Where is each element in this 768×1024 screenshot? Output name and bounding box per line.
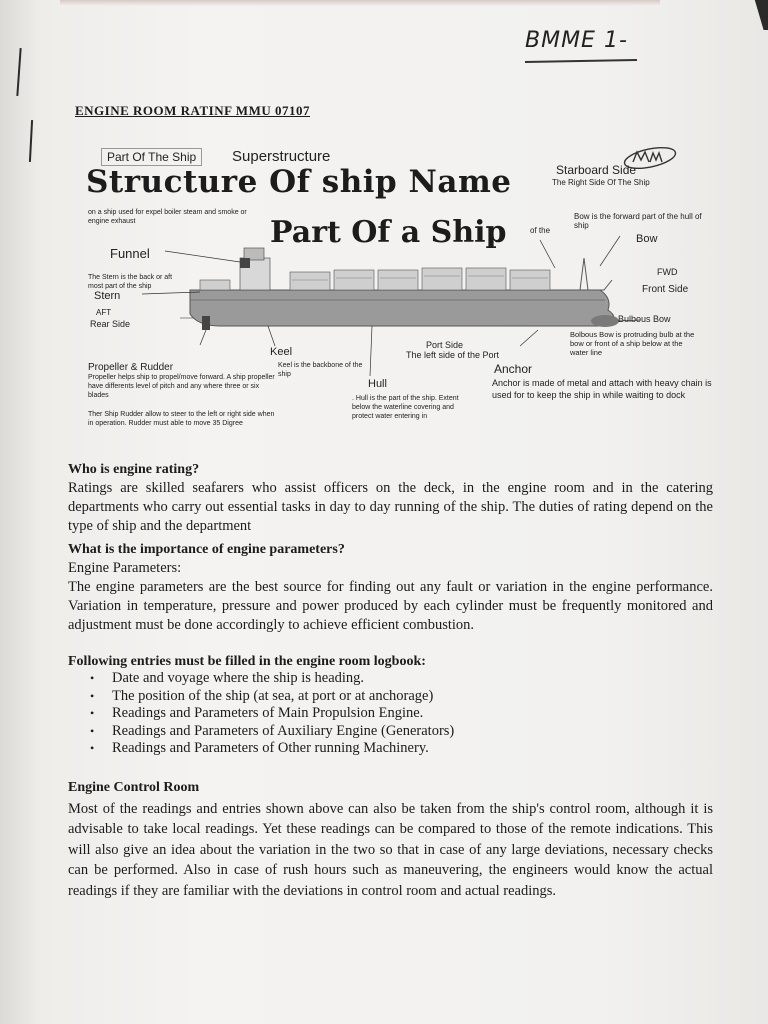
bow-label: Bow <box>636 233 658 245</box>
bulbous-bow-shape <box>591 315 619 327</box>
funnel-desc: on a ship used for expel boiler steam and smoke or engine exhaust <box>88 209 247 225</box>
starboard-label: Starboard Side <box>556 163 637 177</box>
rear-side-label: Rear Side <box>90 319 131 329</box>
front-side-label: Front Side <box>642 284 689 295</box>
section-control-room <box>68 778 713 901</box>
section-heading: Who is engine rating? <box>68 462 200 477</box>
section-heading: What is the importance of engine parameters? <box>68 542 345 557</box>
section-engine-parameters <box>68 540 713 635</box>
propeller-desc: Propeller helps ship to propel/move forward. A ship propeller have differents level of pitch and any where three or six blades <box>88 374 275 399</box>
document-heading: ENGINE ROOM RATINF MMU 07107 <box>75 103 310 118</box>
list-item: • Readings and Parameters of Other running Machinery. <box>90 740 429 756</box>
logbook-list <box>90 670 454 758</box>
funnel-shape <box>240 258 250 268</box>
port-side-desc: The left side of the Port <box>406 350 500 360</box>
section-heading: Following entries must be filled in the engine room logbook: <box>68 654 426 669</box>
rudder-desc: Ther Ship Rudder allow to steer to the left or right side when in operation. Rudder must able to move 35 Digree <box>88 411 275 427</box>
hull-desc: . Hull is the part of the ship. Extent below the waterline covering and protect water entering in <box>352 395 459 420</box>
anchor-desc: Anchor is made of metal and attach with heavy chain is used for to keep the ship in while waiting to dock <box>492 378 712 400</box>
section-heading: Engine Control Room <box>68 780 200 795</box>
bulbous-bow-label: Bulbous Bow <box>618 314 671 324</box>
diagram-title: Structure Of ship Name <box>86 164 512 200</box>
diagram-subtitle: Part Of a Ship <box>270 215 507 250</box>
fwd-label: FWD <box>657 267 678 277</box>
stern-desc: The Stern is the back or aft most part of the ship <box>88 274 173 290</box>
section-body: The engine parameters are the best source for finding out any fault or variation in the engine performance. Variation in temperature, pressure and power produced by each cylinder must be frequently monitored and adjustment must be done accordingly to achieve efficient combustion. <box>68 579 713 633</box>
list-item: • Readings and Parameters of Main Propulsion Engine. <box>90 705 424 721</box>
section-engine-rating <box>68 460 713 536</box>
keel-desc: Keel is the backbone of the ship <box>278 362 363 378</box>
section-body: Ratings are skilled seafarers who assist officers on the deck, in the engine room and in the catering departments who carry out essential tasks in day to day running of the ship. The duties of rating depend on the type of ship and the department <box>68 480 713 534</box>
rudder-shape <box>202 316 210 330</box>
port-side-label: Port Side <box>426 340 464 350</box>
starboard-desc: The Right Side Of The Ship <box>552 178 650 187</box>
propeller-label: Propeller & Rudder <box>88 362 174 373</box>
handwritten-note: BMME 1- <box>525 28 628 53</box>
bow-desc: Bow is the forward part of the hull of ship <box>574 212 702 230</box>
hull-shape <box>190 290 614 326</box>
list-item: • Readings and Parameters of Auxiliary Engine (Generators) <box>90 722 455 739</box>
part-of-ship-box: Part Of The Ship <box>101 148 202 166</box>
keel-label: Keel <box>270 346 293 358</box>
aft-label: AFT <box>96 308 112 317</box>
deck-fragment: of the <box>530 226 551 235</box>
stern-label: Stern <box>94 290 121 302</box>
list-item: • Date and voyage where the ship is heading. <box>90 670 365 686</box>
funnel-label: Funnel <box>110 246 150 261</box>
paper-edge <box>60 0 660 6</box>
anchor-label: Anchor <box>494 362 533 376</box>
section-body: Most of the readings and entries shown above can also be taken from the ship's control room, although it is advisable to take local readings. Yet these readings can be compared to those of the remote indications. This will also give an idea about the variation in the two so that in case of any large deviations, necessary checks can be performed. Also in case of rush hours such as maneuvering, the engineers would know the actual readings if they are familiar with the deviations in control room and actual readings. <box>68 800 713 899</box>
ship-diagram <box>0 140 768 440</box>
list-item: • The position of the ship (at sea, at port or at anchorage) <box>90 687 434 704</box>
section-logbook-heading <box>68 652 713 671</box>
superstructure-label: Superstructure <box>232 148 331 165</box>
section-subheading: Engine Parameters: <box>68 560 182 576</box>
bulbous-bow-desc: Bolbous Bow is protruding bulb at the bow or front of a ship below at the water line <box>570 330 695 357</box>
hull-label: Hull <box>368 378 387 390</box>
